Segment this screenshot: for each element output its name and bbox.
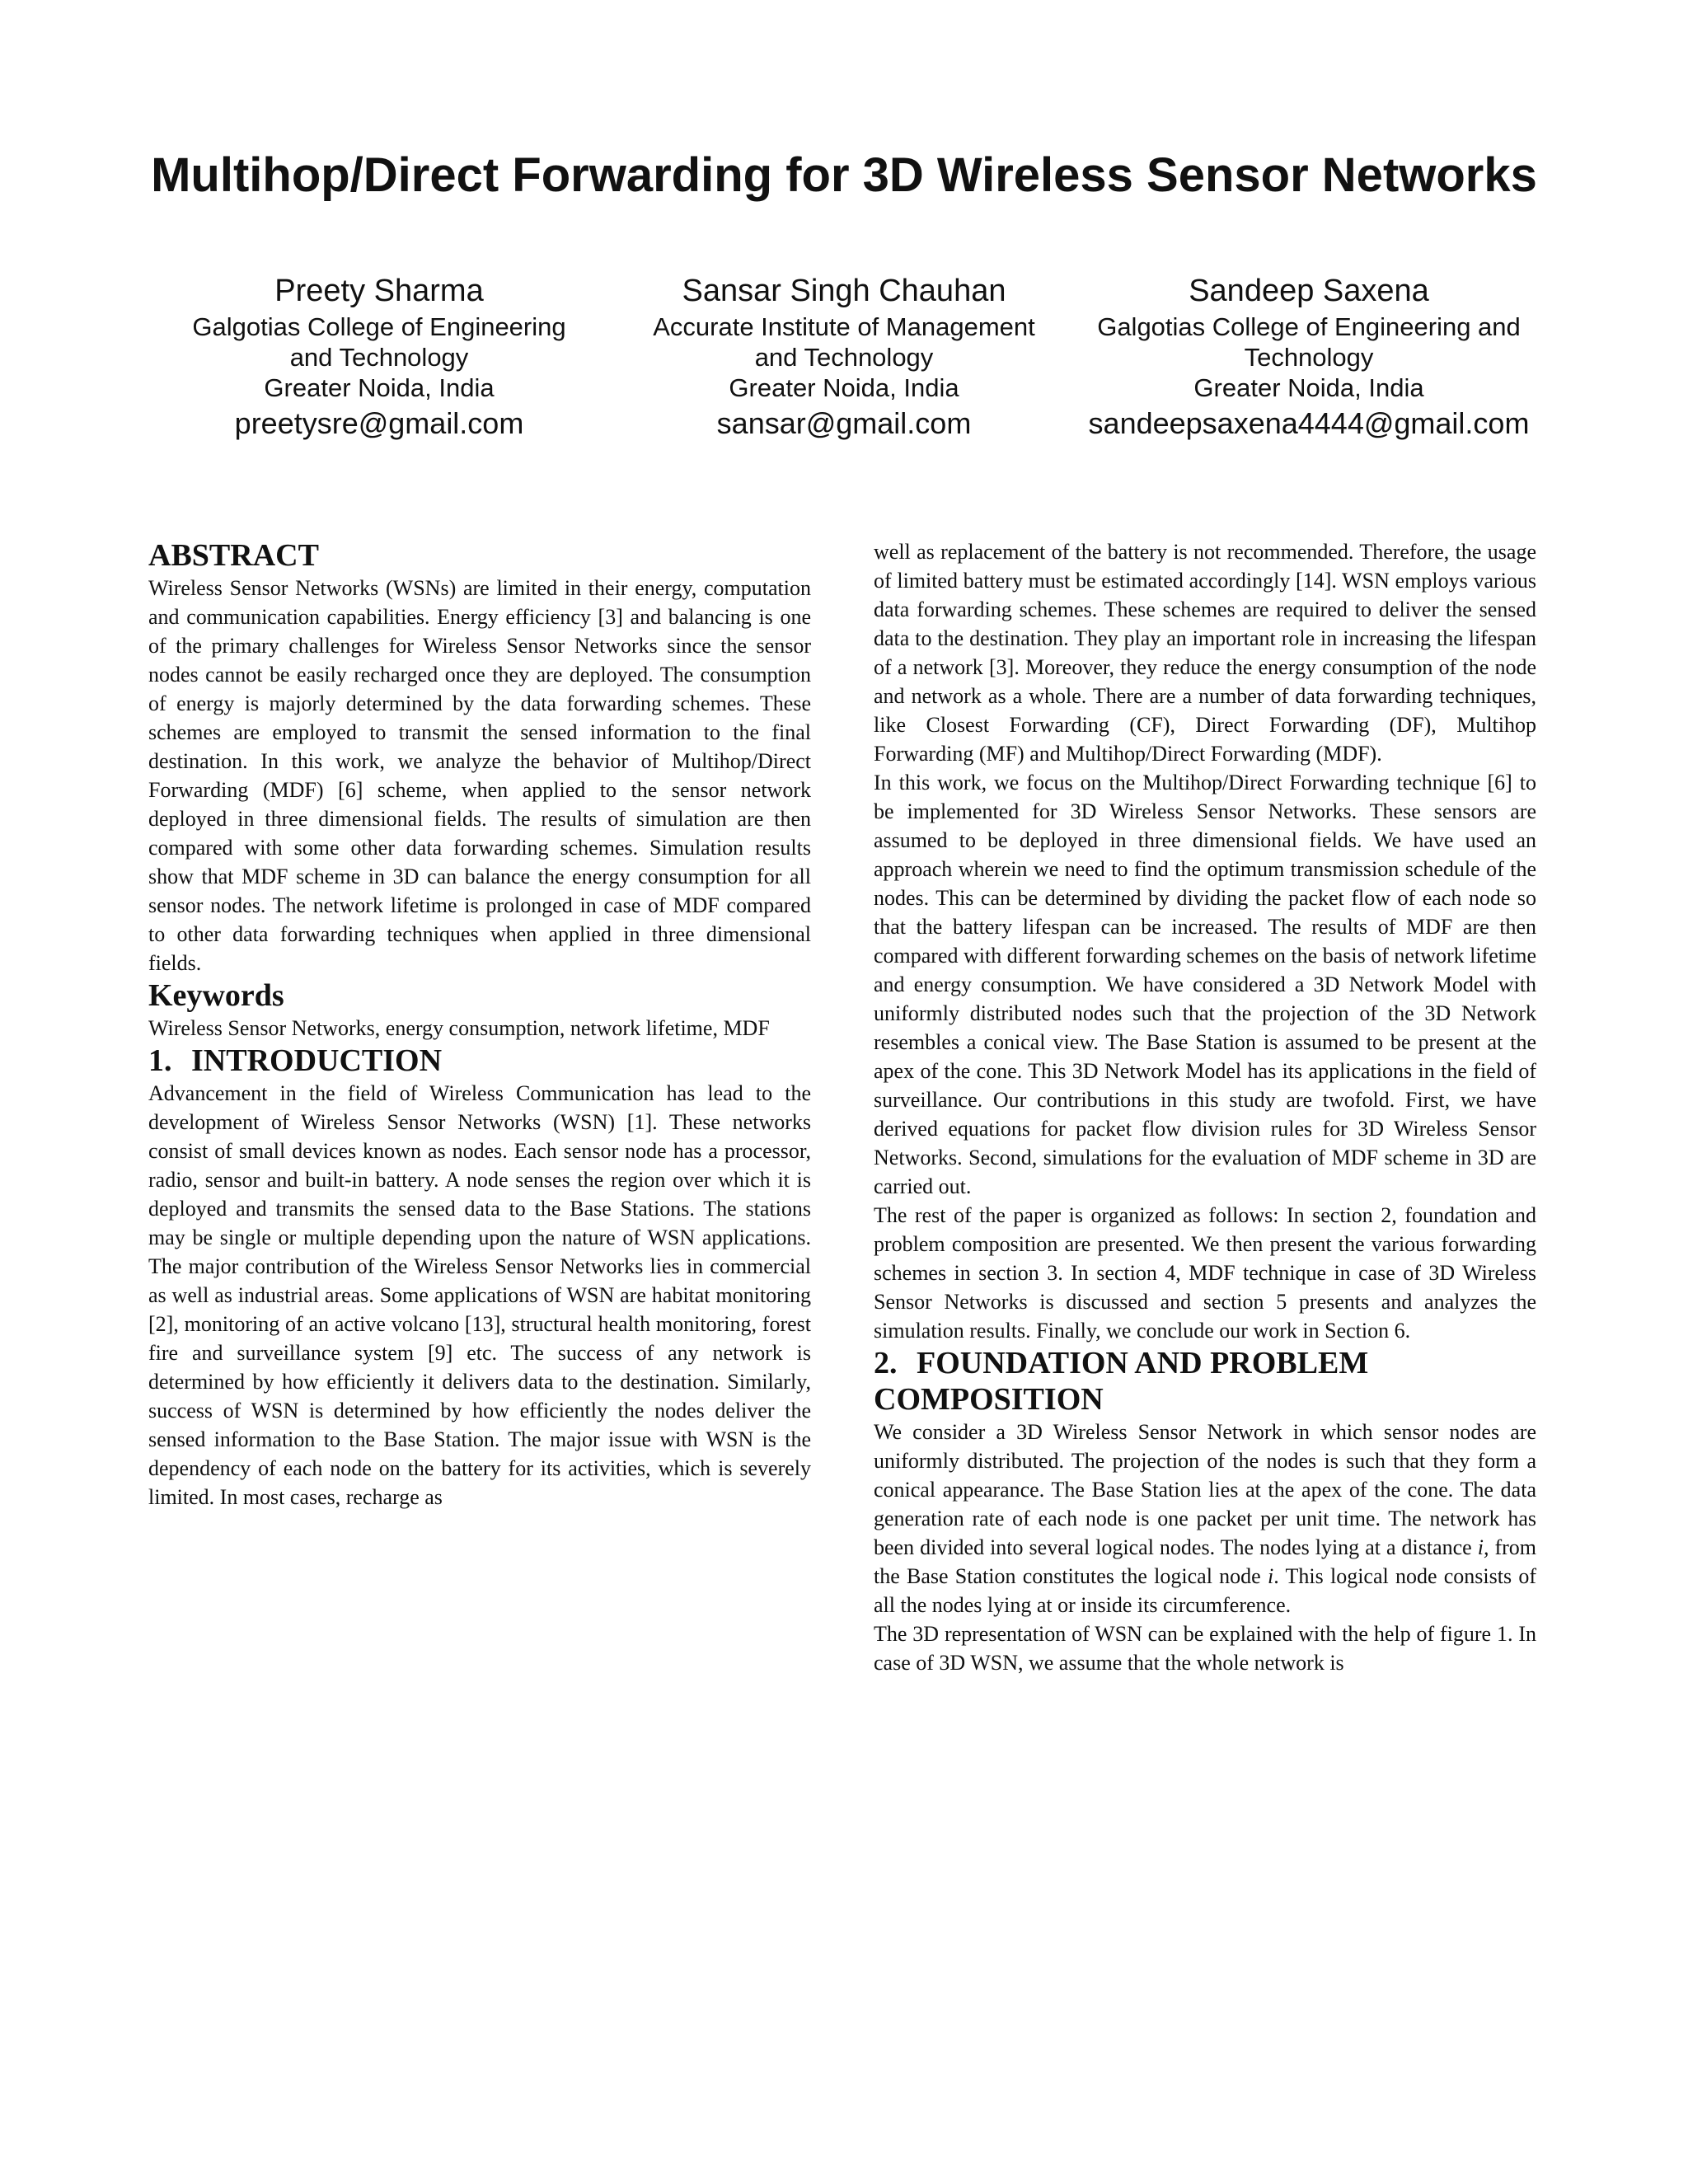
abstract-heading: ABSTRACT (148, 538, 319, 573)
introduction-paragraph-3: The rest of the paper is organized as follows: In section 2, foundation and problem composition are presented. We then present the various forwarding schemes in section 3. In section 4, MDF technique in case of 3D Wireless Sensor Networks is discussed and section 5 presents and analyzes the simulation results. Finally, we conclude our work in Section 6. (874, 1203, 1536, 1343)
introduction-paragraph-2: In this work, we focus on the Multihop/Direct Forwarding technique [6] to be implemented for 3D Wireless Sensor Networks. These sensors are assumed to be deployed in three dimensional fields. We have used an approach wherein we need to find the optimum transmission schedule of the nodes. This can be determined by dividing the packet flow of each node so that the battery lifespan can be increased. The results of MDF are then compared with different forwarding schemes on the basis of network lifetime and energy consumption. We have considered a 3D Network Model with uniformly distributed nodes such that the projection of the 3D Network resembles a conical view. The Base Station is assumed to be present at the apex of the cone. This 3D Network Model has its applications in the field of surveillance. Our contributions in this study are twofold. First, we have derived equations for packet flow division rules for 3D Wireless Sensor Networks. Second, simulations for the evaluation of MDF scheme in 3D are carried out. (874, 771, 1536, 1198)
text-run: We consider a 3D Wireless Sensor Network in which sensor nodes are uniformly distributed. The projection of the nodes is such that they form a conical appearance. The Base Station lies at the apex of the cone. The data generation rate of each node is one packet per unit time. The network has been divided into several logical nodes. The nodes lying at a distance (874, 1420, 1536, 1559)
author-email: sandeepsaxena4444@gmail.com (1088, 406, 1530, 440)
author-1 (148, 270, 610, 444)
author-affiliation: and Technology (754, 343, 934, 372)
author-3 (1078, 270, 1540, 444)
left-column (148, 537, 811, 1511)
author-name: Preety Sharma (274, 274, 484, 308)
introduction-paragraph-1: Advancement in the field of Wireless Communication has lead to the development of Wireless Sensor Networks (WSN) [1]. These networks consist of small devices known as nodes. Each sensor node has a processor, radio, sensor and built-in battery. A node senses the region over which it is deployed and transmits the sensed data to the Base Stations. The stations may be single or multiple depending upon the nature of WSN applications. The major contribution of the Wireless Sensor Networks lies in commercial as well as industrial areas. Some applications of WSN are habitat monitoring [2], monitoring of an active volcano [13], structural health monitoring, forest fire and surveillance system [9] etc. The success of any network is determined by how efficiently it delivers data to the destination. Similarly, success of WSN is determined by how efficiently the nodes deliver the sensed information to the Base Station. The major issue with WSN is the dependency of each node on the battery for its activities, which is severely limited. In most cases, recharge as (148, 1081, 811, 1509)
section-number: 1. (148, 1043, 172, 1078)
abstract-text: Wireless Sensor Networks (WSNs) are limited in their energy, computation and communication capabilities. Energy efficiency [3] and balancing is one of the primary challenges for Wireless Sensor Networks since the sensor nodes cannot be easily recharged once they are deployed. The consumption of energy is majorly determined by the data forwarding schemes. These schemes are employed to transmit the sensed information to the final destination. In this work, we analyze the behavior of Multihop/Direct Forwarding (MDF) [6] scheme, when applied to the sensor network deployed in three dimensional fields. The results of simulation are then compared with some other data forwarding schemes. Simulation results show that MDF scheme in 3D can balance the energy consumption for all sensor nodes. The network lifetime is prolonged in case of MDF compared to other data forwarding techniques when applied in three dimensional fields. (148, 576, 811, 975)
italic-variable: i, (1477, 1535, 1489, 1559)
italic-variable: i (1267, 1564, 1274, 1588)
author-2 (613, 270, 1075, 444)
introduction-heading (148, 1043, 811, 1079)
section-number: 2. (874, 1346, 898, 1380)
foundation-paragraph-1 (874, 1418, 1536, 1619)
section-title-continued: COMPOSITION (874, 1382, 1104, 1417)
foundation-paragraph-2: The 3D representation of WSN can be explained with the help of figure 1. In case of 3D WSN, we assume that the whole network is (874, 1622, 1536, 1675)
section-title: INTRODUCTION (191, 1043, 443, 1078)
text-run: from the Base Station constitutes the logical node (874, 1535, 1537, 1588)
author-location: Greater Noida, India (1193, 373, 1424, 402)
author-affiliation: Accurate Institute of Management (653, 312, 1035, 341)
keywords-text: Wireless Sensor Networks, energy consumption, network lifetime, MDF (148, 1016, 770, 1040)
text-run: . This logical node consists of all the nodes lying at or inside its circumference. (874, 1564, 1537, 1617)
section-title: FOUNDATION AND PROBLEM (917, 1346, 1369, 1380)
author-affiliation: and Technology (289, 343, 469, 372)
author-name: Sansar Singh Chauhan (682, 274, 1006, 308)
keywords-heading: Keywords (148, 978, 284, 1013)
introduction-paragraph-1-continued: well as replacement of the battery is not recommended. Therefore, the usage of limited battery must be estimated accordingly [14]. WSN employs various data forwarding schemes. These schemes are required to deliver the sensed data to the destination. They play an important role in increasing the lifespan of a network [3]. Moreover, they reduce the energy consumption of the node and network as a whole. There are a number of data forwarding techniques, like Closest Forwarding (CF), Direct Forwarding (DF), Multihop Forwarding (MF) and Multihop/Direct Forwarding (MDF). (874, 540, 1536, 766)
author-email: preetysre@gmail.com (234, 406, 524, 440)
author-affiliation: Galgotias College of Engineering and (1097, 312, 1521, 341)
author-affiliation: Technology (1244, 343, 1374, 372)
right-column (874, 537, 1536, 1677)
author-location: Greater Noida, India (729, 373, 959, 402)
paper-title: Multihop/Direct Forwarding for 3D Wireless Sensor Networks (151, 148, 1537, 202)
author-location: Greater Noida, India (264, 373, 495, 402)
foundation-heading (874, 1345, 1536, 1418)
author-affiliation: Galgotias College of Engineering (192, 312, 566, 341)
author-email: sansar@gmail.com (716, 406, 972, 440)
author-name: Sandeep Saxena (1189, 274, 1429, 308)
